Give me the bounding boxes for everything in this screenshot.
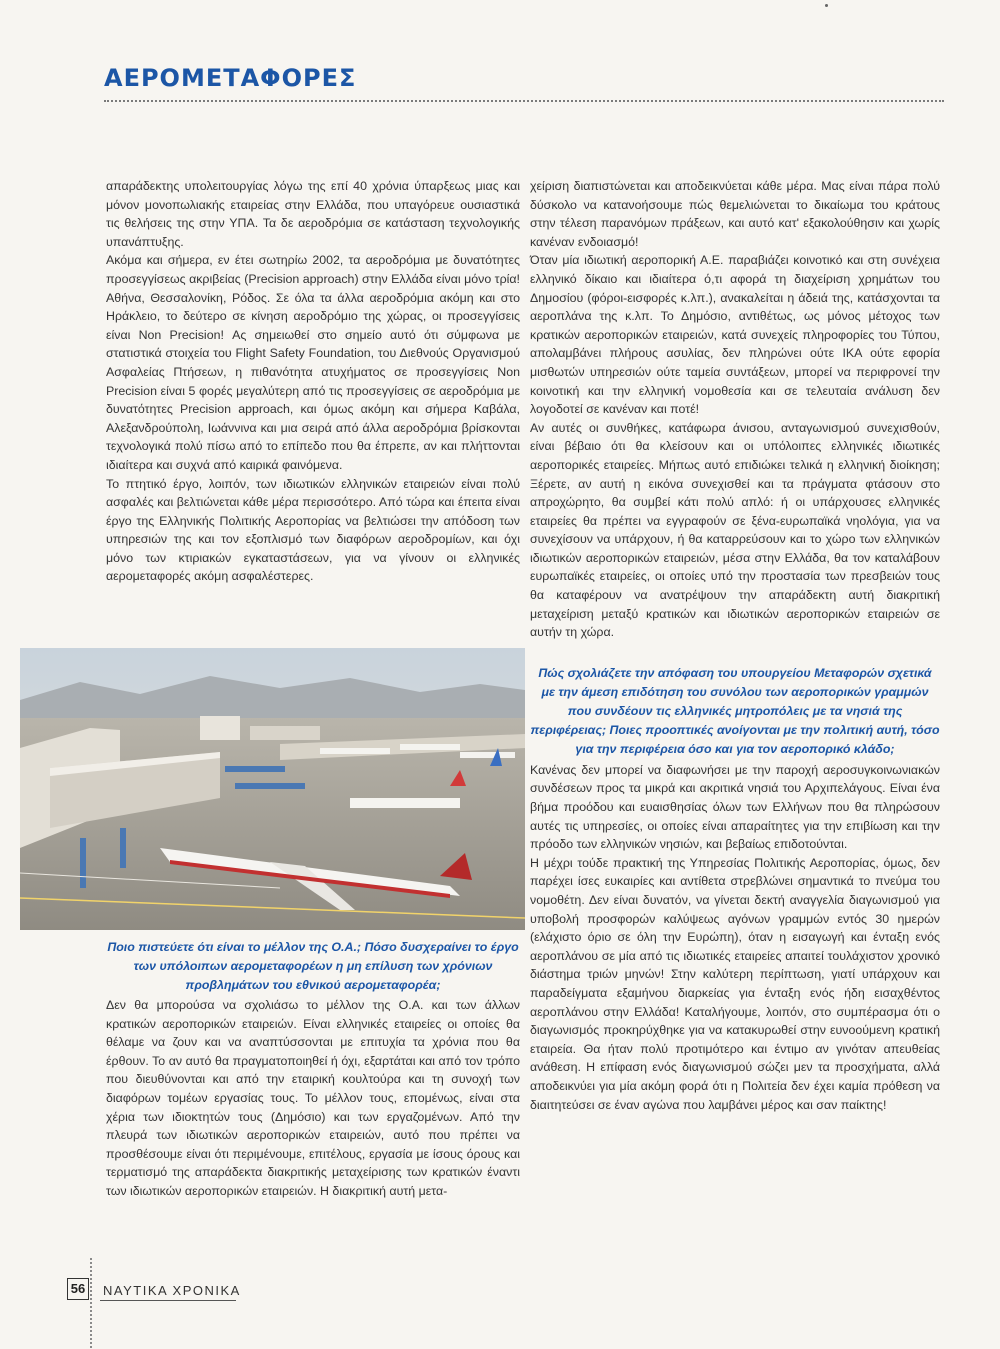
interview-question: Ποιο πιστεύετε ότι είναι το μέλλον της Ο.Α.; Πόσο δυσχεραίνει το έργο των υπόλοιπων αερομεταφορέων η μη επίλυση των χρόνιων προβλημάτων του εθνικού αερομεταφορέα; bbox=[107, 940, 519, 992]
left-column-top bbox=[106, 177, 520, 586]
section-title: ΑΕΡΟΜΕΤΑΦΟΡΕΣ bbox=[104, 64, 357, 92]
paragraph: Ακόμα και σήμερα, εν έτει σωτηρίω 2002, τα αεροδρόμια με δυνατότητες προσεγγίσεως ακριβείας (Precision approach) στην Ελλάδα είναι μόνο τρία! Αθήνα, Θεσσαλονίκη, Ρόδος. Σε όλα τα άλλα αεροδρόμια ακόμη και στο Ηράκλειο, το δεύτερο σε κίνηση αεροδρόμιο της χώρας, οι προσεγγίσεις είναι Non Precision! Ας σημειωθεί στο σημείο αυτό ότι σύμφωνα με στατιστικά στοιχεία του Flight Safety Foundation, του Διεθνούς Οργανισμού Ασφαλείας Πτήσεων, η πιθανότητα ατυχήματος σε προσεγγίσεις Non Precision είναι 5 φορές μεγαλύτερη από τις προσεγγίσεις σε αεροδρόμια με δυνατότητες Precision approach, και όμως ακόμη και σήμερα Καβάλα, Αλεξανδρούπολη, Ιωάννινα και μια σειρά από άλλα αεροδρόμια βρίσκονται τεχνολογικά πολύ πίσω από το επίπεδο που θα έπρεπε, αν και πλήττονται ιδιαίτερα και συχνά από καιρικά φαινόμενα. bbox=[106, 253, 520, 472]
paragraph: Η μέχρι τούδε πρακτική της Υπηρεσίας Πολιτικής Αεροπορίας, όμως, δεν παρέχει ίσες ευκαιρίες και αντίθετα στρεβλώνει σημαντικά το πνεύμα του νομοθέτη. Δεν είναι δυνατόν, να γίνεται δεκτή αναγγελία διαγωνισμού για υποβολή προσφορών καλύψεως αγόνων γραμμών εντός 30 ημερών (ελάχιστο όριο σε όλη την Ευρώπη), όταν η εισαγωγή και ένταξη ενός αεροπλάνου σε μία από τις ιδιωτικές εταιρείες απαιτεί τουλάχιστον χρονικό διάστημα τριών μηνών! Στην καλύτερη περίπτωση, γιατί υπάρχουν και παραδείγματα εξαμήνου διαρκείας για ένταξη ενός ήδη εισαχθέντος αεροπλάνου στην Ελλάδα! Καταλήγουμε, λοιπόν, στο συμπέρασμα ότι ο διαγωνισμός προκηρύχθηκε για να κατακυρωθεί στην ευνοούμενη κρατική εταιρεία. Θα ήταν πολύ προτιμότερο και έντιμο αν γινόταν απευθείας ανάθεση. Η επίφαση ενός διαγωνισμού σώζει μεν τα προσχήματα, αλλά αποδεικνύει για μία ακόμη φορά ότι η Πολιτεία δεν έχει καμία πρόθεση να διαιτητεύσει σε έναν αγώνα που λαμβάνει μέρος και σαν παίκτης! bbox=[530, 855, 940, 1112]
paragraph: Αν αυτές οι συνθήκες, κατάφωρα άνισου, ανταγωνισμού συνεχισθούν, είναι βέβαιο ότι θα κλείσουν και οι υπόλοιπες ελληνικές ιδιωτικές αεροπορικές εταιρείες. Μήπως αυτό επιδιώκει τελικά η ελληνική διοίκηση; Ξέρετε, αν αυτή η εικόνα συνεχισθεί και τα πράγματα φτάσουν στο απροχώρητο, θα συμβεί κάτι πολύ απλό: ή οι υπάρχουσες ελληνικές εταιρείες θα πρέπει να εγγραφούν σε ξένα-ευρωπαϊκά νηολόγια, για να συνεχίσουν να υπάρχουν, ή θα καταρρεύσουν και το χώρο των ελληνικών ιδιωτικών αεροπορικών εταιρειών, μέσα στην Ελλάδα, θα τον καταλάβουν ευρωπαϊκές εταιρείες, οι οποίες υπό την προστασία των πρεσβειών τους θα καταφέρουν να ανατρέψουν την απαράδεκτη αυτή διακριτική μεταχείριση μεταξύ κρατικών και ιδιωτικών αεροπορικών εταιρειών σε αυτήν τη χώρα. bbox=[530, 420, 940, 640]
paragraph: απαράδεκτης υπολειτουργίας λόγω της επί 40 χρόνια ύπαρξεως μιας και μόνον μονοπωλιακής εταιρείας στην Ελλάδα, που υπαγόρευε ουσιαστικά τις θελήσεις της στην ΥΠΑ. Τα δε αεροδρόμια σε κατάσταση τεχνολογικής υπανάπτυξης. bbox=[106, 179, 520, 249]
paragraph: Κανένας δεν μπορεί να διαφωνήσει με την παροχή αεροσυγκοινωνιακών συνδέσεων προς τα μικρά και ακριτικά νησιά του Αρχιπελάγους. Είναι ένα βήμα προόδου και ευαισθησίας όλων των Ελλήνων που θα πληρώσουν αυτές τις υπηρεσίες, οι οποίες είναι απαραίτητες για την επιβίωση και την πρόοδο των ελληνικών νησιών, και βεβαίως επιδοτούνται. bbox=[530, 762, 940, 852]
paragraph: χείριση διαπιστώνεται και αποδεικνύεται κάθε μέρα. Μας είναι πάρα πολύ δύσκολο να κατανοήσουμε πώς θεμελιώνεται το δικαίωμα του κράτους στην τέλεση παρανόμων πράξεων, και αυτό κατ' εξακολούθησιν και χωρίς κανέναν ενδοιασμό! bbox=[530, 179, 940, 249]
title-dotted-rule bbox=[104, 100, 944, 102]
right-column bbox=[530, 177, 940, 1114]
paragraph: Το πτητικό έργο, λοιπόν, των ιδιωτικών ελληνικών εταιρειών είναι πολύ ασφαλές και βελτιώνεται κάθε μέρα περισσότερο. Από τώρα και έπειτα είναι έργο της Ελληνικής Πολιτικής Αεροπορίας να βελτιώσει την απόδοση των υπηρεσιών της και τον εξοπλισμό των διαφόρων αεροδρομίων, και όχι μόνο των κτιριακών εγκαταστάσεων, για να γίνουν οι ελληνικές αερομεταφορές ακόμη ασφαλέστερες. bbox=[106, 476, 520, 584]
left-column-bottom bbox=[106, 996, 520, 1201]
magazine-name: ΝΑΥΤΙΚΑ ΧΡΟΝΙΚΑ bbox=[103, 1283, 241, 1298]
airport-photo bbox=[20, 648, 525, 930]
airport-illustration bbox=[20, 648, 525, 930]
page-number: 56 bbox=[67, 1278, 89, 1300]
footer-rule bbox=[100, 1300, 236, 1301]
footer-dotted-rule bbox=[90, 1258, 92, 1348]
scan-mark bbox=[825, 4, 828, 7]
paragraph: Δεν θα μπορούσα να σχολιάσω το μέλλον της Ο.Α. και των άλλων κρατικών αεροπορικών εταιρειών. Είναι ελληνικές εταιρείες οι οποίες θα θέλαμε να ζουν και να αναπτύσσονται με επιτυχία τα χρόνια που θα έρθουν. Το αν αυτό θα πραγματοποιηθεί ή όχι, εξαρτάται και από τον τρόπο που διευθύνονται και από την εταιρική κουλτούρα και τη συνοχή των διαφόρων τομέων εργασίας τους. Το μέλλον τους, επομένως, είναι στα χέρια των ιδιοκτητών τους (Δημόσιο) και των εργαζομένων. Από την πλευρά των ιδιωτικών αεροπορικών εταιρειών, αυτό που πρέπει να προσθέσουμε είναι ότι περιμένουμε, επιτέλους, εργασία με ίσους όρους και τερματισμό της απαράδεκτα διακριτικής μεταχείρισης των κρατικών έναντι των ιδιωτικών αεροπορικών εταιρειών. Η διακριτική αυτή μετα- bbox=[106, 998, 520, 1198]
paragraph: Όταν μία ιδιωτική αεροπορική Α.Ε. παραβιάζει κοινοτικό και στη συνέχεια ελληνικό δίκαιο και ιδιαίτερα ό,τι αφορά τη διαχείριση χρημάτων του Δημοσίου (φόροι-εισφορές κ.λπ.), ανακαλείται η άδειά της, κατάσχονται τα αεροπλάνα της κ.λπ. Το Δημόσιο, αντιθέτως, ως μόνος μέτοχος των κρατικών αεροπορικών εταιρειών, κατά συνεχείς πληροφορίες του Τύπου, απολαμβάνει πλήρους ασυλίας, δεν πληρώνει ούτε ΙΚΑ ούτε εφορία μισθωτών υπηρεσιών ούτε ταμεία συντάξεων, μπορεί να περιφρονεί την κοινοτική και την ελληνική νομοθεσία και σε τελευταία ανάλυση δεν λογοδοτεί σε κανέναν και ποτέ! bbox=[530, 253, 940, 417]
interview-question: Πώς σχολιάζετε την απόφαση του υπουργείου Μεταφορών σχετικά με την άμεση επιδότηση του συνόλου των αεροπορικών γραμμών που συνδέουν τις ελληνικές μητροπόλεις με τα νησιά της περιφέρειας; Ποιες προοπτικές ανοίγονται με την πολιτική αυτή, τόσο για την περιφέρεια όσο και για τον αεροπορικό κλάδο; bbox=[530, 665, 940, 756]
